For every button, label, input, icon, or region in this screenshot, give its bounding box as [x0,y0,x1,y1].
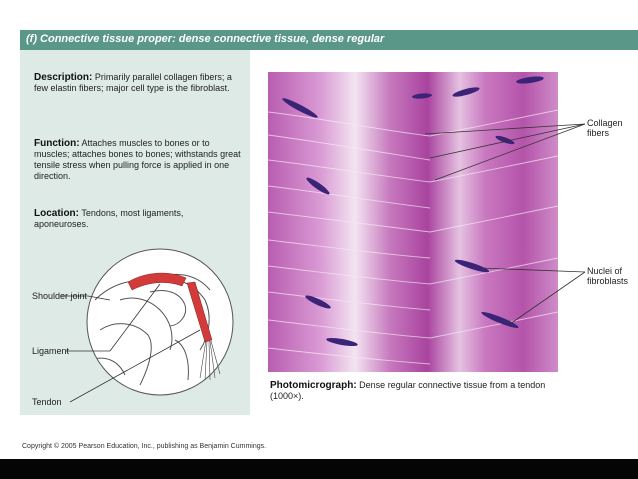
caption-label: Photomicrograph: [270,380,357,391]
tendon-label: Tendon [32,397,62,407]
fibroblast-nuclei-label: Nuclei of fibroblasts [587,266,629,286]
description-text: Description: Primarily parallel collagen fibers; a few elastin fibers; major cell type is the fibroblast. [34,72,232,93]
location-text: Location: Tendons, most ligaments, aponeuroses. [34,208,184,229]
photomicrograph [268,72,585,372]
photomicrograph-caption: Photomicrograph: Dense regular connective tissue from a tendon (1000×). [270,380,546,401]
description-label: Description: [34,72,93,83]
function-label: Function: [34,138,80,149]
shoulder-illustration [60,249,233,402]
location-label: Location: [34,208,79,219]
function-text: Function: Attaches muscles to bones or to muscles; attaches bones to bones; withstands great tensile stress when pulling force is applied in one direction. [34,138,241,181]
bottom-bar [0,459,638,479]
copyright-footer: Copyright © 2005 Pearson Education, Inc., publishing as Benjamin Cummings. [22,443,267,450]
collagen-fibers-label: Collagen fibers [587,118,623,138]
ligament-label: Ligament [32,346,70,356]
section-title: (f) Connective tissue proper: dense connective tissue, dense regular [26,33,385,45]
shoulder-joint-label: Shoulder joint [32,291,88,301]
